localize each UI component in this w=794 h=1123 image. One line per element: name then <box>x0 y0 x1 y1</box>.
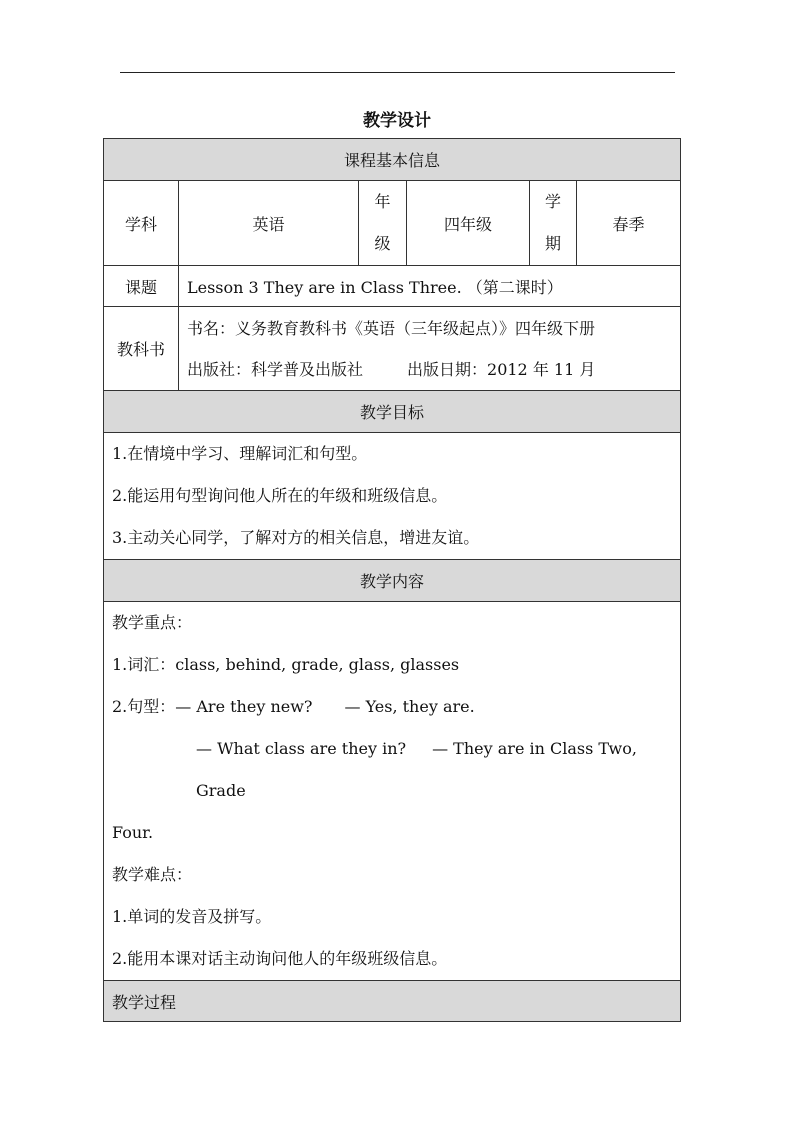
sentence-line-3: Four. <box>112 823 154 842</box>
objective-item: 1.在情境中学习、理解词汇和句型。 <box>112 444 368 463</box>
lesson-plan-table <box>103 138 681 1022</box>
difficult-item: 2.能用本课对话主动询问他人的年级班级信息。 <box>112 949 448 968</box>
content-header-row <box>104 560 681 602</box>
subject-row <box>104 181 681 266</box>
sentence-a2: — They are in Class Two, Grade <box>196 739 637 800</box>
header-rule <box>120 72 675 73</box>
textbook-label: 教科书 <box>104 307 179 391</box>
content-body <box>104 602 681 981</box>
key-points-title: 教学重点： <box>112 613 193 632</box>
sentence-line-2 <box>112 728 680 812</box>
grade-label-line1: 年 <box>374 192 391 211</box>
process-header: 教学过程 <box>104 981 681 1022</box>
subject-value: 英语 <box>179 181 359 266</box>
difficult-title: 教学难点： <box>112 865 193 884</box>
objectives-row <box>104 433 681 560</box>
publisher: 出版社：科学普及出版社 <box>187 359 364 379</box>
objectives-header-row <box>104 391 681 433</box>
document-title: 教学设计 <box>363 111 431 131</box>
subject-label: 学科 <box>104 181 179 266</box>
term-label <box>530 181 577 266</box>
textbook-info <box>179 307 681 391</box>
grade-label-line2: 级 <box>374 234 391 253</box>
process-row <box>104 981 681 1022</box>
objective-item: 2.能运用句型询问他人所在的年级和班级信息。 <box>112 486 448 505</box>
objectives-list <box>104 433 681 560</box>
topic-label: 课题 <box>104 266 179 307</box>
sentence-label: 2.句型： <box>112 697 176 716</box>
objectives-header: 教学目标 <box>104 391 681 433</box>
content-header: 教学内容 <box>104 560 681 602</box>
textbook-row <box>104 307 681 391</box>
term-label-line2: 期 <box>544 234 561 253</box>
term-value: 春季 <box>577 181 681 266</box>
sentence-line-1 <box>112 686 680 728</box>
sentence-q1: — Are they new? <box>175 697 313 716</box>
grade-value: 四年级 <box>407 181 530 266</box>
sentence-q2: — What class are they in? <box>196 739 407 758</box>
grade-label <box>359 181 407 266</box>
publish-date: 出版日期：2012 年 11 月 <box>407 359 596 379</box>
textbook-publish-line <box>187 349 680 390</box>
topic-row <box>104 266 681 307</box>
basic-info-header-row <box>104 139 681 181</box>
sentence-a1: — Yes, they are. <box>344 697 475 716</box>
basic-info-header: 课程基本信息 <box>104 139 681 181</box>
term-label-line1: 学 <box>544 192 561 211</box>
objective-item: 3.主动关心同学，了解对方的相关信息，增进友谊。 <box>112 528 480 547</box>
difficult-item: 1.单词的发音及拼写。 <box>112 907 272 926</box>
topic-value: Lesson 3 They are in Class Three. （第二课时） <box>179 266 681 307</box>
textbook-name: 书名：义务教育教科书《英语（三年级起点）》四年级下册 <box>187 318 596 338</box>
content-row <box>104 602 681 981</box>
vocab-line: 1.词汇：class, behind, grade, glass, glasses <box>112 655 460 674</box>
